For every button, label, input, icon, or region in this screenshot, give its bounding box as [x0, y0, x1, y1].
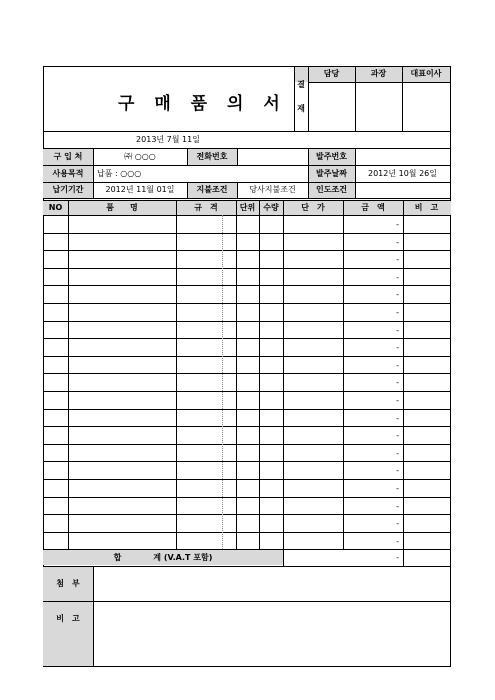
row-amount: -	[396, 502, 399, 511]
row-amount: -	[396, 220, 399, 229]
col-header-name: 품 명	[106, 203, 138, 212]
order-date-label: 발주날짜	[316, 169, 347, 178]
row-amount: -	[396, 414, 399, 423]
approval-role-ceo: 대표이사	[410, 69, 442, 78]
divider	[294, 66, 295, 131]
divider	[43, 66, 451, 67]
table-row	[43, 497, 451, 515]
remarks-field[interactable]	[94, 602, 450, 666]
row-divider	[43, 373, 451, 374]
row-divider	[43, 233, 451, 234]
total-label: 합 계 (V.A.T 포함)	[113, 553, 213, 562]
divider	[43, 200, 451, 201]
col-header-qty: 수량	[263, 203, 279, 212]
col-header-amount: 금 액	[361, 203, 385, 212]
table-row	[43, 356, 451, 374]
divider	[68, 200, 69, 549]
row-divider	[43, 479, 451, 480]
delivery-label: 인도조건	[316, 185, 347, 194]
payment-value: 당사지불조건	[249, 185, 296, 194]
form-title: 구 매 품 의 서	[118, 94, 287, 114]
table-row	[43, 268, 451, 286]
divider	[43, 549, 451, 550]
col-header-unit-price: 단 가	[301, 203, 325, 212]
divider	[236, 200, 237, 549]
row-divider	[43, 321, 451, 322]
row-amount: -	[396, 466, 399, 475]
row-divider	[43, 532, 451, 533]
row-amount: -	[396, 431, 399, 440]
purpose-value: 납품 : ○○○	[97, 169, 142, 178]
divider	[176, 200, 177, 549]
divider	[259, 200, 260, 549]
table-row	[43, 444, 451, 462]
row-amount: -	[396, 290, 399, 299]
table-row	[43, 426, 451, 444]
table-row	[43, 321, 451, 339]
row-divider	[43, 409, 451, 410]
row-divider	[43, 514, 451, 515]
row-amount: -	[396, 308, 399, 317]
table-row	[43, 514, 451, 532]
table-row	[43, 532, 451, 550]
remarks-label: 비 고	[56, 614, 80, 623]
divider	[43, 148, 451, 149]
due-value: 2012년 11월 01일	[105, 185, 175, 194]
table-row	[43, 303, 451, 321]
form-date: 2013년 7월 11일	[136, 135, 200, 144]
table-row	[43, 479, 451, 497]
table-row	[43, 215, 451, 233]
row-divider	[43, 426, 451, 427]
divider	[403, 200, 404, 566]
divider	[222, 215, 223, 549]
divider	[343, 200, 344, 549]
due-label: 납기기간	[52, 185, 84, 194]
row-divider	[43, 303, 451, 304]
col-header-no: NO	[48, 203, 63, 212]
attachment-label: 첨 부	[56, 579, 80, 588]
row-amount: -	[396, 449, 399, 458]
row-amount: -	[396, 273, 399, 282]
purchase-from-label: 구 입 처	[53, 152, 83, 161]
order-no-label: 발주번호	[316, 152, 347, 161]
attachment-field[interactable]	[94, 567, 450, 601]
approval-role-staff: 담당	[323, 69, 340, 78]
row-divider	[43, 250, 451, 251]
table-row	[43, 461, 451, 479]
row-amount: -	[396, 343, 399, 352]
row-amount: -	[396, 519, 399, 528]
divider	[43, 165, 451, 166]
table-row	[43, 391, 451, 409]
table-row	[43, 285, 451, 303]
row-amount: -	[396, 238, 399, 247]
row-divider	[43, 356, 451, 357]
approval-role-manager: 과장	[370, 69, 387, 78]
row-amount: -	[396, 396, 399, 405]
row-amount: -	[396, 537, 399, 546]
row-divider	[43, 497, 451, 498]
row-amount: -	[396, 484, 399, 493]
table-row	[43, 233, 451, 251]
table-row	[43, 409, 451, 427]
row-amount: -	[396, 326, 399, 335]
divider	[43, 198, 451, 199]
divider	[43, 182, 451, 183]
divider	[308, 82, 451, 83]
col-header-spec: 규 격	[194, 203, 218, 212]
row-divider	[43, 268, 451, 269]
row-divider	[43, 391, 451, 392]
divider	[43, 131, 451, 132]
col-header-unit: 단위	[239, 203, 256, 212]
divider	[237, 148, 238, 165]
border-bottom	[43, 666, 451, 667]
table-row	[43, 373, 451, 391]
row-amount: -	[396, 378, 399, 387]
row-divider	[43, 444, 451, 445]
approval-label-top: 결	[297, 80, 305, 89]
payment-label: 지불조건	[196, 185, 228, 194]
row-divider	[43, 285, 451, 286]
row-divider	[43, 338, 451, 339]
purpose-label: 사용목적	[52, 169, 84, 178]
approval-label-bottom: 재	[297, 104, 305, 113]
purchase-from-value: ㈜ ○○○	[124, 152, 156, 161]
total-amount: -	[396, 553, 399, 562]
phone-label: 전화번호	[196, 152, 228, 161]
row-divider	[43, 461, 451, 462]
row-amount: -	[396, 255, 399, 264]
col-header-remarks: 비 고	[414, 203, 439, 212]
table-row	[43, 250, 451, 268]
table-row	[43, 338, 451, 356]
order-date-value: 2012년 10월 26일	[368, 169, 437, 178]
divider	[283, 200, 284, 566]
row-amount: -	[396, 361, 399, 370]
